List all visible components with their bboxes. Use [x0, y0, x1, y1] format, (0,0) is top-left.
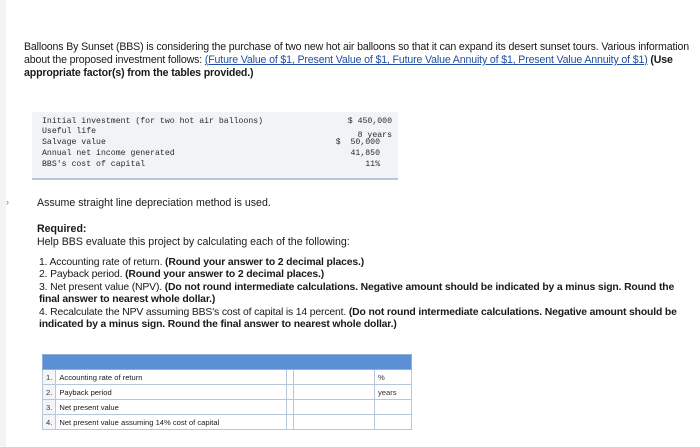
answer-label: Net present value [56, 400, 287, 415]
task-item [39, 307, 689, 332]
npv-input[interactable] [294, 401, 374, 414]
payback-period-input[interactable] [294, 386, 374, 399]
answer-cell [294, 385, 375, 400]
answer-spacer [287, 415, 294, 430]
given-value: $ 450,000 [347, 117, 392, 126]
required-subtitle: Help BBS evaluate this project by calculating each of the following: [37, 236, 350, 248]
given-row [42, 149, 392, 160]
task-list [39, 257, 689, 331]
given-value: 8 years [357, 131, 392, 140]
answer-table [42, 354, 412, 430]
answer-unit [375, 400, 412, 415]
answer-row [43, 370, 412, 385]
row-number: 3. [43, 400, 56, 415]
factor-note: (Use appropriate factor(s) from the tables provided.) [24, 54, 673, 79]
answer-header-row [43, 355, 412, 370]
answer-label: Accounting rate of return [56, 370, 287, 385]
answer-spacer [287, 385, 294, 400]
answer-unit: % [375, 370, 412, 385]
answer-label: Payback period [56, 385, 287, 400]
given-data-table [32, 112, 398, 180]
intro-paragraph: Balloons By Sunset (BBS) is considering the purchase of two new hot air balloons so that it can expand its desert sunset tours. Various information about the proposed investment follows: (Future Value of $1, Present Value of $1, Future Value Annuity of $1, Present Value Annuity of $1) (Use appropriate factor(s) from the tables provided.) [24, 41, 689, 79]
row-number: 1. [43, 370, 56, 385]
answer-row [43, 415, 412, 430]
intro-lead: Balloons By Sunset (BBS) is considering the purchase of two new hot air balloons so that it can expand its desert sunset tours. Various information about the proposed investment follows: [24, 41, 689, 66]
answer-header [43, 355, 412, 370]
task-text: 2. Payback period. [39, 269, 126, 281]
task-text: 1. Accounting rate of return. [39, 257, 166, 268]
problem-page [6, 0, 700, 447]
answer-row [43, 385, 412, 400]
given-label: Useful life [42, 127, 97, 136]
given-label: Salvage value [42, 138, 106, 147]
given-value: $ 50,000 [335, 138, 380, 147]
given-value: 11% [365, 160, 380, 169]
link-present-value-annuity[interactable]: Present Value Annuity of $1 [518, 54, 645, 66]
row-number: 2. [43, 385, 56, 400]
given-row [42, 127, 392, 138]
answer-row [43, 400, 412, 415]
answer-spacer [287, 400, 294, 415]
task-text: 4. Recalculate the NPV assuming BBS's cost of capital is 14 percent. [39, 306, 349, 318]
answer-cell [294, 415, 375, 430]
given-label: Initial investment (for two hot air balloons) [42, 117, 264, 126]
link-future-value[interactable]: Future Value of $1 [208, 54, 292, 66]
answer-cell [294, 400, 375, 415]
answer-label: Net present value assuming 14% cost of capital [56, 415, 287, 430]
required-title: Required: [37, 223, 87, 235]
required-block [37, 223, 350, 249]
link-future-value-annuity[interactable]: Future Value Annuity of $1 [392, 54, 513, 66]
accounting-rate-input[interactable] [294, 371, 374, 384]
given-row [42, 160, 392, 171]
task-text: 3. Net present value (NPV). [39, 281, 165, 293]
given-value: 41,850 [350, 149, 380, 158]
link-present-value[interactable]: Present Value of $1 [297, 54, 387, 66]
answer-spacer [287, 370, 294, 385]
assumption-text: Assume straight line depreciation method is used. [37, 197, 271, 209]
task-note: (Round your answer to 2 decimal places.) [165, 257, 365, 268]
given-row [42, 138, 392, 149]
npv-14-input[interactable] [294, 416, 374, 429]
task-item [39, 269, 689, 281]
answer-unit [375, 415, 412, 430]
answer-unit: years [375, 385, 412, 400]
given-label: BBS's cost of capital [42, 160, 146, 169]
task-note: (Round your answer to 2 decimal places.) [125, 269, 325, 281]
task-item [39, 257, 689, 269]
edge-marker: › [6, 197, 9, 207]
answer-cell [294, 370, 375, 385]
given-label: Annual net income generated [42, 149, 175, 158]
task-note: (Do not round intermediate calculations. Negative amount should be indicated by a minus sign. Round the final answer to nearest whole dollar.) [39, 281, 675, 306]
task-item [39, 282, 689, 307]
row-number: 4. [43, 415, 56, 430]
task-note: (Do not round intermediate calculations. Negative amount should be indicated by a minus sign. Round the final answer to nearest whole dollar.) [39, 306, 677, 331]
